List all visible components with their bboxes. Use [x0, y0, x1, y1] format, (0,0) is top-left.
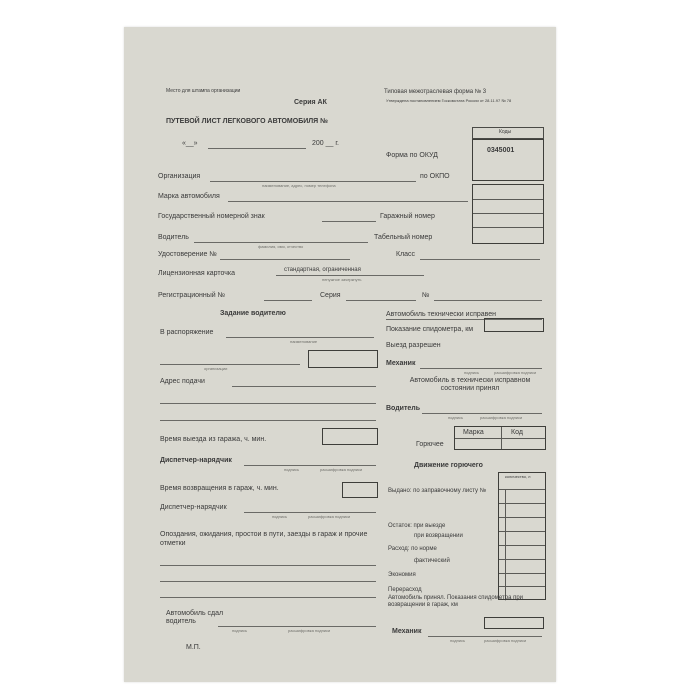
disposal-line[interactable] — [226, 337, 374, 338]
fuel-brand-col: Марка — [463, 429, 484, 436]
right-driver-decipher-sub: расшифровка подписи — [480, 415, 523, 420]
dispatcher2-line[interactable] — [244, 512, 376, 513]
mechanic2-decipher-sub: расшифровка подписи — [484, 638, 527, 643]
overspend-label: Перерасход — [388, 587, 422, 593]
dispatcher2-decipher-sub: расшифровка подписи — [308, 514, 351, 519]
license-card-line[interactable] — [276, 275, 424, 276]
dispatcher-line[interactable] — [244, 465, 376, 466]
dispatcher2-signature-sub: подпись — [272, 514, 288, 519]
mechanic-line[interactable] — [420, 368, 542, 369]
car-handed-line[interactable] — [218, 626, 376, 627]
date-day: «__» — [182, 140, 198, 147]
form-type: Типовая межотраслевая форма № 3 — [384, 89, 487, 95]
organization-line[interactable] — [210, 181, 416, 182]
delays-line-1[interactable] — [160, 565, 376, 566]
task-heading: Задание водителю — [220, 310, 286, 317]
car-handed-signature-sub: подпись — [232, 628, 248, 633]
mechanic-decipher-sub: расшифровка подписи — [494, 370, 537, 375]
address-line-1[interactable] — [232, 386, 376, 387]
car-brand-label: Марка автомобиля — [158, 193, 220, 200]
issued-label: Выдано: по заправочному листу № — [388, 488, 487, 494]
approval-note: Утверждена постановлением Госкомстата России от 28.11.97 № 78 — [386, 98, 512, 103]
organization-label: Организация — [158, 173, 201, 180]
dispatcher-decipher-sub: расшифровка подписи — [320, 467, 363, 472]
codes-header: Коды — [499, 129, 512, 135]
license-card-label: Лицензионная карточка — [158, 270, 236, 277]
garage-no-label: Гаражный номер — [380, 213, 435, 220]
right-driver-signature-sub: подпись — [448, 415, 464, 420]
consumption-norm-label: Расход: по норме — [388, 546, 437, 552]
fuel-quantity-table[interactable] — [498, 472, 546, 600]
address-label: Адрес подачи — [160, 378, 205, 385]
number-line[interactable] — [434, 300, 542, 301]
consumption-fact-label: фактический — [414, 558, 450, 564]
quantity-header: количество, л — [505, 474, 531, 479]
license-card-value: стандартная, ограниченная — [284, 267, 361, 273]
series-label: Серия АК — [294, 99, 327, 106]
fuel-flow-heading: Движение горючего — [414, 462, 483, 469]
okud-label: Форма по ОКУД — [386, 152, 438, 159]
address-line-3[interactable] — [160, 420, 376, 421]
driver-line[interactable] — [194, 242, 368, 243]
date-suffix: 200 __ г. — [312, 140, 339, 147]
dispatcher-label: Диспетчер-нарядчик — [160, 457, 232, 464]
odometer-label: Показание спидометра, км — [386, 326, 474, 333]
delays-label: Опоздания, ожидания, простои в пути, заезды в гараж и прочие отметки — [160, 531, 368, 547]
remains-back-label: при возвращении — [414, 533, 463, 539]
dispatcher2-label: Диспетчер-нарядчик — [160, 504, 227, 511]
mechanic2-label: Механик — [392, 628, 422, 635]
car-handed-label: Автомобиль сдал водитель — [166, 610, 224, 625]
car-accepted-label: Автомобиль принял. Показания спидометра при возвращении в гараж, км — [388, 595, 524, 608]
delays-line-3[interactable] — [160, 597, 376, 598]
number-label: № — [422, 292, 430, 299]
fuel-label: Горючее — [416, 441, 444, 448]
odometer-box[interactable] — [484, 318, 544, 332]
codes-grid[interactable] — [472, 184, 544, 244]
mechanic-label: Механик — [386, 360, 416, 367]
page-title: ПУТЕВОЙ ЛИСТ ЛЕГКОВОГО АВТОМОБИЛЯ № — [166, 118, 328, 125]
personnel-no-label: Табельный номер — [374, 234, 433, 241]
fuel-brand-code-table — [454, 426, 546, 450]
certificate-label: Удостоверение № — [158, 251, 217, 258]
series-field-line[interactable] — [346, 300, 416, 301]
accepted-label: Автомобиль в технически исправном состоянии принял — [409, 377, 531, 392]
driver-sub: фамилия, имя, отчество — [258, 244, 304, 249]
reg-plate-line[interactable] — [322, 221, 376, 222]
stamp-place: Место для штампа организации — [166, 88, 241, 94]
class-line[interactable] — [420, 259, 540, 260]
return-odometer-box[interactable] — [484, 617, 544, 629]
address-line-2[interactable] — [160, 403, 376, 404]
org-code-box[interactable] — [308, 350, 378, 368]
mp-label: М.П. — [186, 644, 201, 651]
return-time-label: Время возвращения в гараж, ч. мин. — [160, 485, 279, 492]
mechanic2-line[interactable] — [428, 636, 542, 637]
registration-line[interactable] — [264, 300, 312, 301]
departure-time-box[interactable] — [322, 428, 378, 445]
car-brand-line[interactable] — [228, 201, 468, 202]
registration-label: Регистрационный № — [158, 292, 226, 299]
disposal-sub: наименование — [290, 339, 318, 344]
codes-header-box — [472, 127, 544, 139]
waybill-sheet — [124, 27, 556, 682]
okpo-label: по ОКПО — [420, 173, 450, 180]
okud-code-value: 0345001 — [487, 147, 515, 154]
reg-plate-label: Государственный номерной знак — [158, 213, 265, 220]
okud-code-box[interactable] — [472, 139, 544, 181]
mechanic-signature-sub: подпись — [464, 370, 480, 375]
return-time-box[interactable] — [342, 482, 378, 498]
exit-allowed-label: Выезд разрешен — [386, 342, 441, 349]
economy-label: Экономия — [388, 572, 416, 578]
mechanic2-signature-sub: подпись — [450, 638, 466, 643]
org-sub: организации — [204, 366, 228, 371]
date-month-line — [208, 148, 306, 149]
departure-label: Время выезда из гаража, ч. мин. — [160, 436, 267, 443]
disposal-line-2[interactable] — [160, 364, 300, 365]
organization-sub: наименование, адрес, номер телефона — [262, 183, 336, 188]
tech-ok-label: Автомобиль технически исправен — [386, 311, 497, 318]
right-driver-line[interactable] — [422, 413, 542, 414]
disposal-label: В распоряжение — [160, 329, 214, 336]
certificate-line[interactable] — [220, 259, 350, 260]
class-label: Класс — [396, 251, 416, 258]
series-field-label: Серия — [320, 292, 341, 299]
driver-label: Водитель — [158, 234, 189, 241]
car-handed-decipher-sub: расшифровка подписи — [288, 628, 331, 633]
delays-line-2[interactable] — [160, 581, 376, 582]
dispatcher-signature-sub: подпись — [284, 467, 300, 472]
remains-out-label: Остаток: при выезде — [388, 523, 446, 529]
fuel-code-col: Код — [511, 429, 523, 436]
license-sub: ненужное зачеркнуть — [322, 277, 362, 282]
right-driver-label: Водитель — [386, 405, 421, 412]
